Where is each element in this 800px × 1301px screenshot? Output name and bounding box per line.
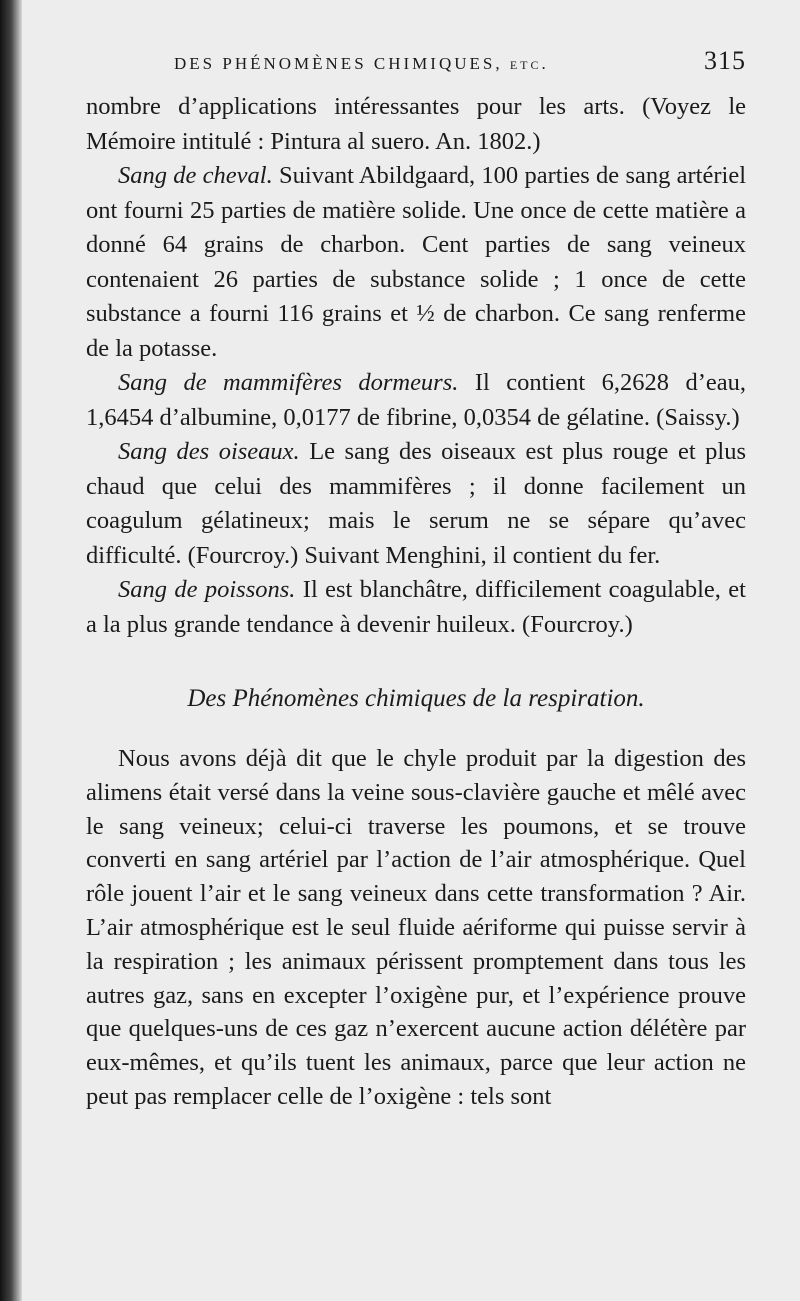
page-binding-edge xyxy=(0,0,22,1301)
paragraph-sang-de-poissons xyxy=(86,573,746,642)
respiration-section xyxy=(86,742,746,1114)
paragraph-text: Le sang des oiseaux est plus rouge et plus chaud que celui des mammifères ; il donne facilement un coagulum gélatineux; mais le serum ne se sépare qu’avec difficulté. (Fourcroy.) Suivant Menghini, il contient du fer. xyxy=(86,438,746,569)
paragraph-text: Il est blanchâtre, difficilement coagulable, et a la plus grande tendance à devenir huileux. (Fourcroy.) xyxy=(86,576,746,638)
paragraph-text: Suivant Abildgaard, 100 parties de sang artériel ont fourni 25 parties de matière solide. Une once de cette matière a donné 64 grains de charbon. Cent parties de sang veineux contenaient 26 parties de substance solide ; 1 once de cette substance a fourni 116 grains et ½ de charbon. Ce sang renferme de la potasse. xyxy=(86,162,746,362)
paragraph-sang-de-cheval xyxy=(86,159,746,366)
paragraph-sang-des-oiseaux xyxy=(86,435,746,573)
paragraph-sang-de-mammiferes xyxy=(86,366,746,435)
paragraph-continuation xyxy=(86,90,746,159)
paragraph-text: Il contient 6,2628 d’eau, 1,6454 d’albumine, 0,0177 de fibrine, 0,0354 de gélatine. (Saissy.) xyxy=(86,369,746,431)
paragraph-lead: Sang de mammifères dormeurs. xyxy=(118,369,459,396)
paragraph-text: nombre d’applications intéressantes pour les arts. (Voyez le Mémoire intitulé : Pintura al suero. An. 1802.) xyxy=(86,93,746,155)
paragraph-lead: Sang de cheval. xyxy=(118,162,273,189)
section-heading: Des Phénomènes chimiques de la respiration. xyxy=(187,685,645,712)
running-head xyxy=(86,46,746,90)
paragraph-respiration: Nous avons déjà dit que le chyle produit par la digestion des alimens était versé dans la veine sous-clavière gauche et mêlé avec le sang veineux; celui-ci traverse les poumons, et se trouve converti en sang artériel par l’action de l’air atmosphérique. Quel rôle jouent l’air et le sang veineux dans cette transformation ? Air. L’air atmosphérique est le seul fluide aériforme qui puisse servir à la respiration ; les animaux périssent promptement dans tous les autres gaz, sans en excepter l’oxigène pur, et l’expérience prouve que quelques-uns de ces gaz n’exercent aucune action délétère par eux-mêmes, et qu’ils tuent les animaux, parce que leur action ne peut pas remplacer celle de l’oxigène : tels sont xyxy=(86,745,746,1110)
paragraph-lead: Sang des oiseaux. xyxy=(118,438,300,465)
running-title: DES PHÉNOMÈNES CHIMIQUES, etc. xyxy=(174,54,549,73)
paragraph-lead: Sang de poissons. xyxy=(118,576,296,603)
page-content xyxy=(86,46,746,1114)
page-number: 315 xyxy=(704,46,746,75)
